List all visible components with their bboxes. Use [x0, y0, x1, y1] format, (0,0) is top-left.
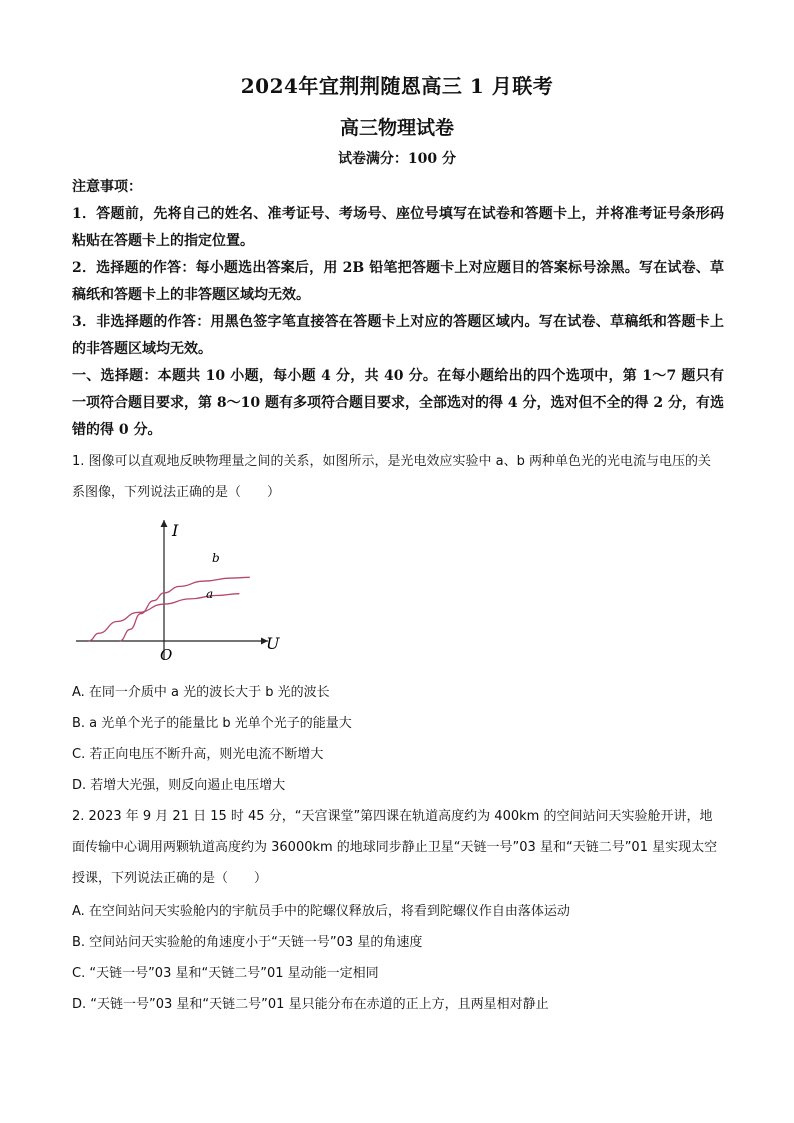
series-b-curve: [120, 577, 250, 641]
section-instructions: 一、选择题：本题共 10 小题，每小题 4 分，共 40 分。在每小题给出的四个选项中，第 1～7 题只有一项符合题目要求，第 8～10 题有多项符合题目要求，全部选对的得 4 分，选对但不全的得 2 分，有选错的得 0 分。: [72, 368, 724, 438]
q1-option-b: B. a 光单个光子的能量比 b 光单个光子的能量大: [72, 716, 352, 731]
y-axis-label: I: [172, 521, 179, 540]
series-a-label: a: [206, 587, 214, 601]
note-item-3: 3．非选择题的作答：用黑色签字笔直接答在答题卡上对应的答题区域内。写在试卷、草稿纸和答题卡上的非答题区域均无效。: [72, 314, 724, 357]
notes-block: [72, 174, 724, 444]
full-score: 试卷满分：100 分: [337, 151, 457, 167]
q2-option-d: D. “天链一号”03 星和“天链二号”01 星只能分布在赤道的正上方，且两星相对静止: [72, 997, 549, 1012]
exam-subtitle: 高三物理试卷: [339, 117, 454, 139]
notes-heading: 注意事项：: [72, 179, 142, 195]
photoelectric-chart: [72, 512, 302, 662]
q1-option-a: A. 在同一介质中 a 光的波长大于 b 光的波长: [72, 685, 330, 700]
note-item-1: 1．答题前，先将自己的姓名、准考证号、考场号、座位号填写在试卷和答题卡上，并将准考证号条形码粘贴在答题卡上的指定位置。: [72, 206, 724, 249]
origin-label: O: [160, 646, 173, 662]
series-b-label: b: [212, 551, 220, 565]
q1-option-d: D. 若增大光强，则反向遏止电压增大: [72, 778, 286, 793]
q1-option-c: C. 若正向电压不断升高，则光电流不断增大: [72, 747, 324, 762]
question-1-stem: 1. 图像可以直观地反映物理量之间的关系，如图所示，是光电效应实验中 a、b 两种单色光的光电流与电压的关系图像，下列说法正确的是（ ）: [72, 454, 712, 500]
q2-option-a: A. 在空间站问天实验舱内的宇航员手中的陀螺仪释放后，将看到陀螺仪作自由落体运动: [72, 904, 570, 919]
q2-option-c: C. “天链一号”03 星和“天链二号”01 星动能一定相同: [72, 966, 379, 981]
note-item-2: 2．选择题的作答：每小题选出答案后，用 2B 铅笔把答题卡上对应题目的答案标号涂黑。写在试卷、草稿纸和答题卡上的非答题区域均无效。: [72, 260, 724, 303]
question-2-stem: 2. 2023 年 9 月 21 日 15 时 45 分，“天宫课堂”第四课在轨道高度约为 400km 的空间站问天实验舱开讲，地面传输中心调用两颗轨道高度约为 36000km 的地球同步静止卫星“天链一号”03 星和“天链二号”01 星实现太空授课，下列说法正确的是（ ）: [72, 809, 718, 886]
q2-option-b: B. 空间站问天实验舱的角速度小于“天链一号”03 星的角速度: [72, 935, 423, 950]
x-axis-label: U: [266, 634, 280, 653]
exam-title: 2024年宜荆荆随恩高三 1 月联考: [240, 74, 554, 98]
